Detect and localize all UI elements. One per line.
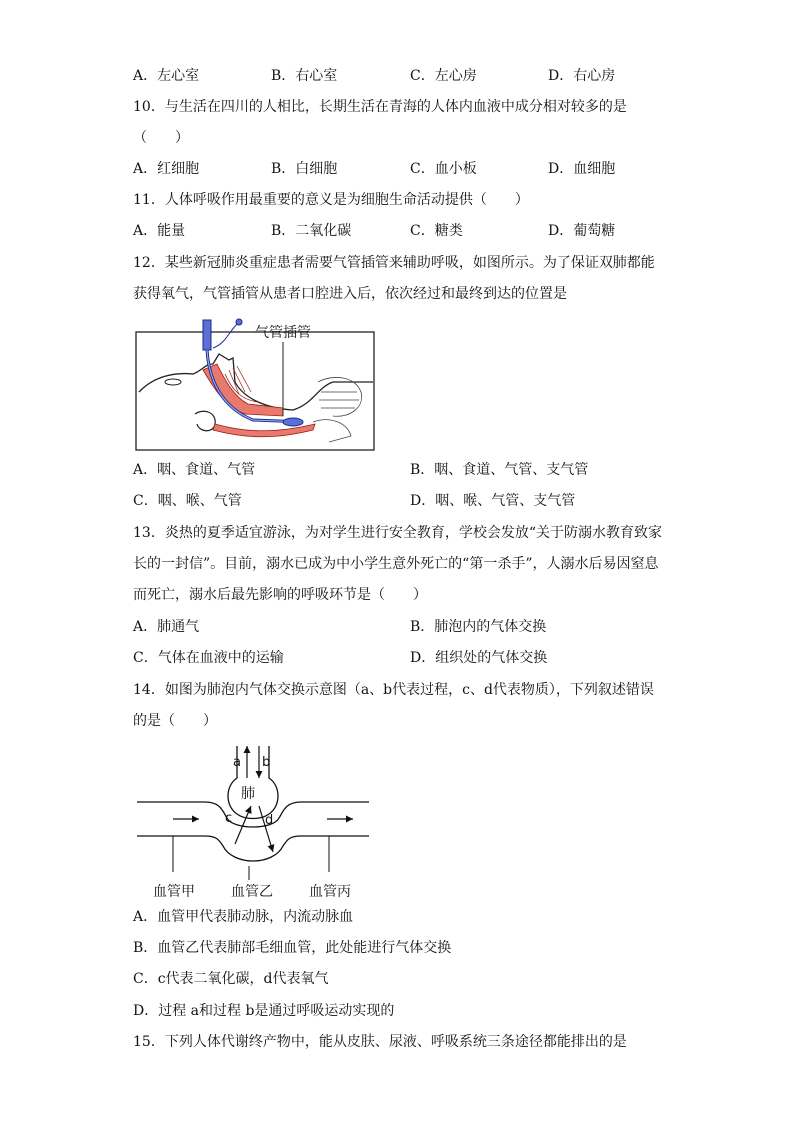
pilot-line [213,324,237,348]
q13-stem: 13．炎热的夏季适宜游泳，为对学生进行安全教育，学校会发放“关于防溺水教育致家 [133,525,662,541]
q11-option-d: D．葡萄糖 [548,223,616,239]
q11-option-c: C．糖类 [410,223,463,239]
q11-option-b: B．二氧化碳 [271,223,352,239]
q12-stem: 12．某些新冠肺炎重症患者需要气管插管来辅助呼吸，如图所示。为了保证双肺都能 [133,255,655,271]
q13-option-c: C．气体在血液中的运输 [133,650,284,666]
q10-stem: 10．与生活在四川的人相比，长期生活在青海的人体内血液中成分相对较多的是 [133,99,627,115]
q12-option-b: B．咽、食道、气管、支气管 [410,462,589,478]
intubation-figure [133,312,378,455]
q9-option-a: A．左心室 [133,68,200,84]
label-b: b [262,755,271,770]
eye [165,379,181,385]
tube-cuff [283,418,303,426]
q15-stem: 15．下列人体代谢终产物中，能从皮肤、尿液、呼吸系统三条途径都能排出的是 [133,1034,627,1050]
q14-option-d: D．过程 a和过程 b是通过呼吸运动实现的 [133,1003,395,1019]
q14-option-c: C．c代表二氧化碳，d代表氧气 [133,971,329,987]
vessel-1-label: 血管甲 [153,884,195,900]
label-d: d [265,813,274,828]
tube-connector [203,320,211,350]
q13-stem-cont-2: 而死亡，溺水后最先影响的呼吸环节是（ ） [133,587,427,603]
vessel-upper-wall [137,802,369,827]
q12-option-d: D．咽、喉、气管、支气管 [410,493,576,509]
alveolus-gas-exchange-figure [133,740,373,902]
q11-option-a: A．能量 [133,223,186,239]
q13-option-d: D．组织处的气体交换 [410,650,548,666]
q14-option-a: A．血管甲代表肺动脉，内流动脉血 [133,909,354,925]
ear [195,411,215,431]
spine [313,377,362,442]
label-c: c [225,811,233,826]
alveolus-label: 肺 [241,786,255,802]
q10-option-b: B．白细胞 [271,161,338,177]
q10-option-d: D．血细胞 [548,161,616,177]
q13-option-b: B．肺泡内的气体交换 [410,619,547,635]
q14-stem: 14．如图为肺泡内气体交换示意图（a、b代表过程，c、d代表物质），下列叙述错误 [133,682,654,698]
q10-option-a: A．红细胞 [133,161,200,177]
q11-stem: 11．人体呼吸作用最重要的意义是为细胞生命活动提供（ ） [133,192,529,208]
q13-option-a: A．肺通气 [133,619,200,635]
q14-stem-cont: 的是（ ） [133,713,217,729]
q13-stem-cont-1: 长的一封信”。目前，溺水已成为中小学生意外死亡的“第一杀手”，人溺水后易因窒息 [133,556,659,572]
q9-option-c: C．左心房 [410,68,477,84]
figure-label: 气管插管 [255,325,311,341]
q10-stem-cont: （ ） [133,130,189,146]
q9-option-b: B．右心室 [271,68,338,84]
q12-option-a: A．咽、食道、气管 [133,462,256,478]
pharynx-shading [203,364,283,416]
label-a: a [233,755,241,770]
q9-option-d: D．右心房 [548,68,616,84]
q12-stem-cont: 获得氧气，气管插管从患者口腔进入后，依次经过和最终到达的位置是 [133,286,567,302]
q10-option-c: C．血小板 [410,161,477,177]
vessel-2-label: 血管乙 [231,884,273,900]
vessel-lower-wall [137,836,369,861]
q12-option-c: C．咽、喉、气管 [133,493,242,509]
vessel-3-label: 血管丙 [309,884,351,900]
esophagus-shading [213,424,315,437]
q14-option-b: B．血管乙代表肺部毛细血管，此处能进行气体交换 [133,940,452,956]
